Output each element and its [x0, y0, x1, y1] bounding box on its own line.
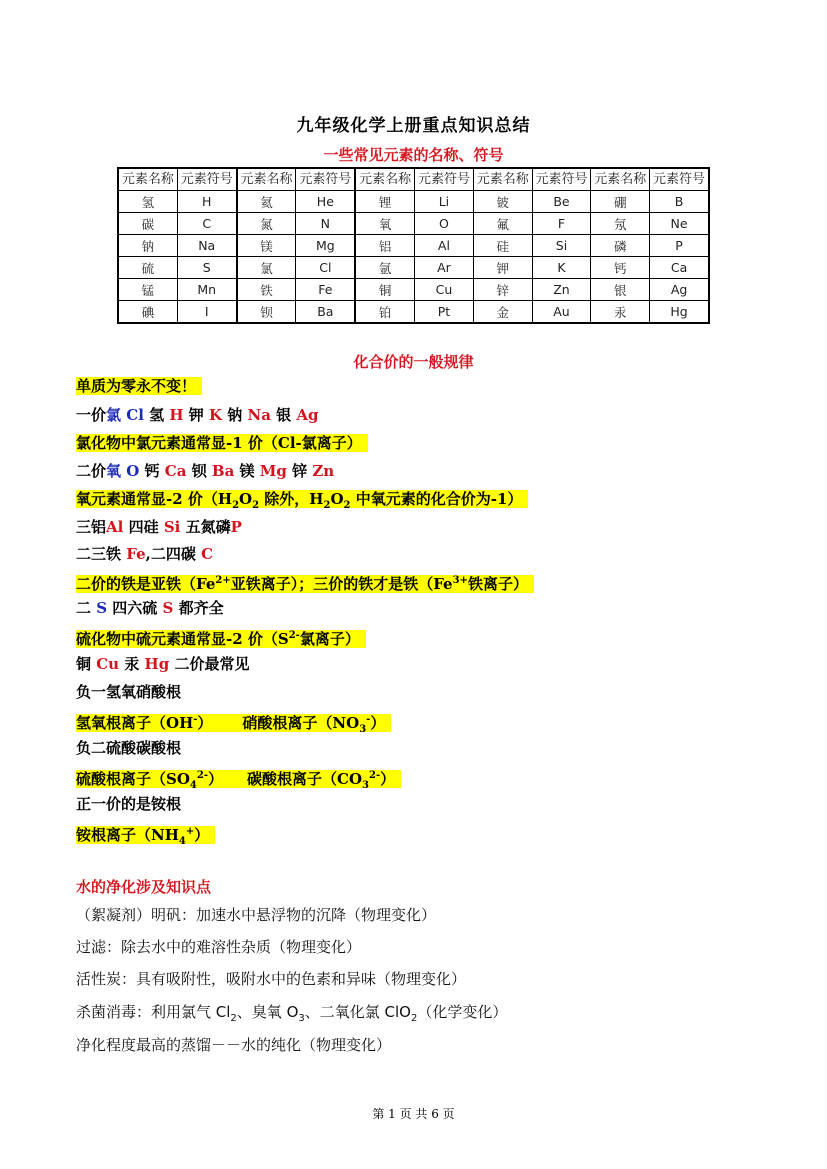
- symbol: Fe: [126, 545, 146, 563]
- header-cell: 元素名称: [237, 168, 296, 191]
- header-cell: 元素名称: [118, 168, 177, 191]
- text: 银: [270, 406, 297, 424]
- rule-line: [76, 543, 213, 565]
- highlighted-text: 二价的铁是亚铁（$Fe^{2+}$亚铁离子）；三价的铁才是铁（$Fe^{3+}$铁离子）: [76, 575, 534, 593]
- symbol: Ba: [211, 462, 235, 480]
- element-name-cell: 磷: [591, 235, 650, 257]
- rule-line: [76, 737, 181, 759]
- header-cell: 元素名称: [355, 168, 414, 191]
- page-footer: 第 1 页 共 6 页: [372, 1107, 455, 1121]
- highlighted-text: 铵根离子$(NH_4^+)$: [76, 826, 215, 844]
- element-name-cell: 碘: [118, 301, 177, 324]
- element-name-cell: 金: [473, 301, 532, 324]
- element-symbol-cell: Ca: [650, 257, 709, 279]
- element-name-cell: 铝: [355, 235, 414, 257]
- highlighted-text: 单质为零永不变！: [76, 377, 202, 395]
- element-name-cell: 氮: [237, 213, 296, 235]
- header-cell: 元素名称: [591, 168, 650, 191]
- page-title: 九年级化学上册重点知识总结: [296, 116, 531, 136]
- text: 钾: [188, 406, 209, 424]
- rule-line: [76, 570, 534, 592]
- element-name-cell: 氧: [355, 213, 414, 235]
- section-title-valence: 化合价的一般规律: [353, 353, 474, 371]
- element-name-cell: 铂: [355, 301, 414, 324]
- table-row: [118, 279, 709, 301]
- element-symbol-cell: B: [650, 191, 709, 213]
- element-name-cell: 铁: [237, 279, 296, 301]
- header-cell: 元素符号: [296, 168, 355, 191]
- element-name-cell: 铜: [355, 279, 414, 301]
- water-line: 活性炭：具有吸附性，吸附水中的色素和异味（物理变化）: [76, 970, 467, 988]
- section-title-water: 水的净化涉及知识点: [76, 878, 212, 896]
- water-line: 净化程度最高的蒸馏－－水的纯化（物理变化）: [76, 1036, 392, 1054]
- text: 负二硫酸碳酸根: [76, 739, 182, 757]
- symbol: C: [201, 545, 214, 563]
- symbol: S: [162, 599, 174, 617]
- header-cell: 元素名称: [473, 168, 532, 191]
- symbol: S: [96, 599, 108, 617]
- text: 氢: [149, 406, 165, 424]
- symbol: Si: [163, 518, 181, 536]
- symbol: Cu: [96, 655, 120, 673]
- table-header-row: [118, 168, 709, 191]
- text: 二价: [76, 462, 107, 480]
- symbol: Mg: [259, 462, 287, 480]
- element-name-cell: 硅: [473, 235, 532, 257]
- element-name-cell: 锂: [355, 191, 414, 213]
- element-symbol-cell: Be: [532, 191, 591, 213]
- element-name-cell: 银: [591, 279, 650, 301]
- text: 钠: [222, 406, 248, 424]
- element-symbol-cell: Li: [415, 191, 474, 213]
- rule-line: [76, 793, 181, 815]
- text: 二: [76, 599, 97, 617]
- table-row: [118, 191, 709, 213]
- element-name-cell: 钙: [591, 257, 650, 279]
- text: 铜: [76, 655, 97, 673]
- element-symbol-cell: Mn: [177, 279, 236, 301]
- symbol: P: [230, 518, 242, 536]
- element-symbol-cell: Mg: [296, 235, 355, 257]
- elements-table: [117, 167, 710, 324]
- element-symbol-cell: H: [177, 191, 236, 213]
- element-symbol-cell: Ne: [650, 213, 709, 235]
- highlighted-text: 氧元素通常显-2 价（$H_2O_2$ 除外，$H_2O_2$ 中氧元素的化合价为-1）: [76, 490, 528, 508]
- element-symbol-cell: Fe: [296, 279, 355, 301]
- element-symbol-cell: P: [650, 235, 709, 257]
- text: 一价: [76, 406, 107, 424]
- text: 三铝: [76, 518, 107, 536]
- symbol: Zn: [312, 462, 335, 480]
- element-symbol-cell: Cu: [415, 279, 474, 301]
- table-row: [118, 235, 709, 257]
- table-row: [118, 213, 709, 235]
- text: 氯: [106, 406, 122, 424]
- table-row: [118, 257, 709, 279]
- rule-line: [76, 460, 334, 482]
- text: 二价最常见: [169, 655, 250, 673]
- rule-line: [76, 821, 215, 847]
- symbol: Al: [106, 518, 124, 536]
- text: 负一氢氧硝酸根: [76, 683, 182, 701]
- symbol: Ca: [164, 462, 187, 480]
- rule-line: [76, 653, 249, 675]
- rule-line: [76, 432, 368, 454]
- text: 都齐全: [173, 599, 224, 617]
- text: 钡: [186, 462, 212, 480]
- element-name-cell: 硫: [118, 257, 177, 279]
- text: 二三铁: [76, 545, 127, 563]
- element-name-cell: 锰: [118, 279, 177, 301]
- water-line: 过滤：除去水中的难溶性杂质（物理变化）: [76, 938, 362, 956]
- text: 钙: [144, 462, 165, 480]
- header-cell: 元素符号: [177, 168, 236, 191]
- rule-line: [76, 488, 528, 510]
- text: 四硅: [123, 518, 164, 536]
- rule-line: [76, 709, 391, 735]
- symbol: Hg: [144, 655, 170, 673]
- element-symbol-cell: He: [296, 191, 355, 213]
- element-symbol-cell: N: [296, 213, 355, 235]
- symbol: Ag: [296, 406, 319, 424]
- element-name-cell: 铍: [473, 191, 532, 213]
- header-cell: 元素符号: [415, 168, 474, 191]
- element-name-cell: 氦: [237, 191, 296, 213]
- element-symbol-cell: Zn: [532, 279, 591, 301]
- table-row: [118, 301, 709, 324]
- element-symbol-cell: Na: [177, 235, 236, 257]
- element-symbol-cell: Ag: [650, 279, 709, 301]
- text: ,二四碳: [145, 545, 202, 563]
- highlighted-text: 硫酸根离子$(SO_4^{2-})$ 碳酸根离子$(CO_3^{2-})$: [76, 770, 401, 788]
- element-symbol-cell: F: [532, 213, 591, 235]
- water-line: （絮凝剂）明矾：加速水中悬浮物的沉降（物理变化）: [76, 906, 437, 924]
- water-line: 杀菌消毒：利用氯气 $Cl_2$、臭氧 $O_3$、二氧化氯 ClO$_2$（化学变化）: [76, 1003, 508, 1024]
- symbol: K: [209, 406, 223, 424]
- header-cell: 元素符号: [532, 168, 591, 191]
- element-symbol-cell: K: [532, 257, 591, 279]
- text: 汞: [119, 655, 145, 673]
- element-symbol-cell: Au: [532, 301, 591, 324]
- rule-line: [76, 625, 366, 647]
- element-name-cell: 氟: [473, 213, 532, 235]
- table-caption: 一些常见元素的名称、符号: [323, 146, 504, 164]
- element-name-cell: 碳: [118, 213, 177, 235]
- element-symbol-cell: Cl: [296, 257, 355, 279]
- highlighted-text: 硫化物中硫元素通常显-2 价（$S^{2-}$氯离子）: [76, 630, 366, 648]
- text: 正一价的是铵根: [76, 795, 182, 813]
- text: 五氮磷: [180, 518, 231, 536]
- element-name-cell: 氩: [355, 257, 414, 279]
- element-name-cell: 氖: [591, 213, 650, 235]
- element-symbol-cell: Hg: [650, 301, 709, 324]
- rule-line: [76, 404, 319, 426]
- element-symbol-cell: S: [177, 257, 236, 279]
- element-name-cell: 氢: [118, 191, 177, 213]
- element-name-cell: 钠: [118, 235, 177, 257]
- text: 氧: [106, 462, 122, 480]
- element-name-cell: 硼: [591, 191, 650, 213]
- text: 四六硫: [107, 599, 163, 617]
- element-name-cell: 汞: [591, 301, 650, 324]
- highlighted-text: 氯化物中氯元素通常显-1 价（Cl-氯离子）: [76, 434, 368, 452]
- symbol: Cl: [121, 406, 150, 424]
- element-name-cell: 钡: [237, 301, 296, 324]
- text: 镁: [234, 462, 260, 480]
- header-cell: 元素符号: [650, 168, 709, 191]
- element-symbol-cell: Pt: [415, 301, 474, 324]
- element-name-cell: 氯: [237, 257, 296, 279]
- element-symbol-cell: O: [415, 213, 474, 235]
- rule-line: [76, 681, 181, 703]
- element-name-cell: 镁: [237, 235, 296, 257]
- rule-line: [76, 597, 224, 619]
- text: 锌: [286, 462, 313, 480]
- element-symbol-cell: C: [177, 213, 236, 235]
- element-symbol-cell: Si: [532, 235, 591, 257]
- symbol: O: [121, 462, 145, 480]
- element-name-cell: 锌: [473, 279, 532, 301]
- rule-line: [76, 516, 242, 538]
- element-name-cell: 钾: [473, 257, 532, 279]
- rule-line: [76, 765, 401, 791]
- element-symbol-cell: I: [177, 301, 236, 324]
- symbol: Na: [247, 406, 271, 424]
- symbol: H: [164, 406, 189, 424]
- element-symbol-cell: Ar: [415, 257, 474, 279]
- element-symbol-cell: Al: [415, 235, 474, 257]
- highlighted-text: 氢氧根离子（OH-） 硝酸根离子$(NO_3^-)$: [76, 714, 391, 732]
- rule-line: [76, 375, 202, 397]
- element-symbol-cell: Ba: [296, 301, 355, 324]
